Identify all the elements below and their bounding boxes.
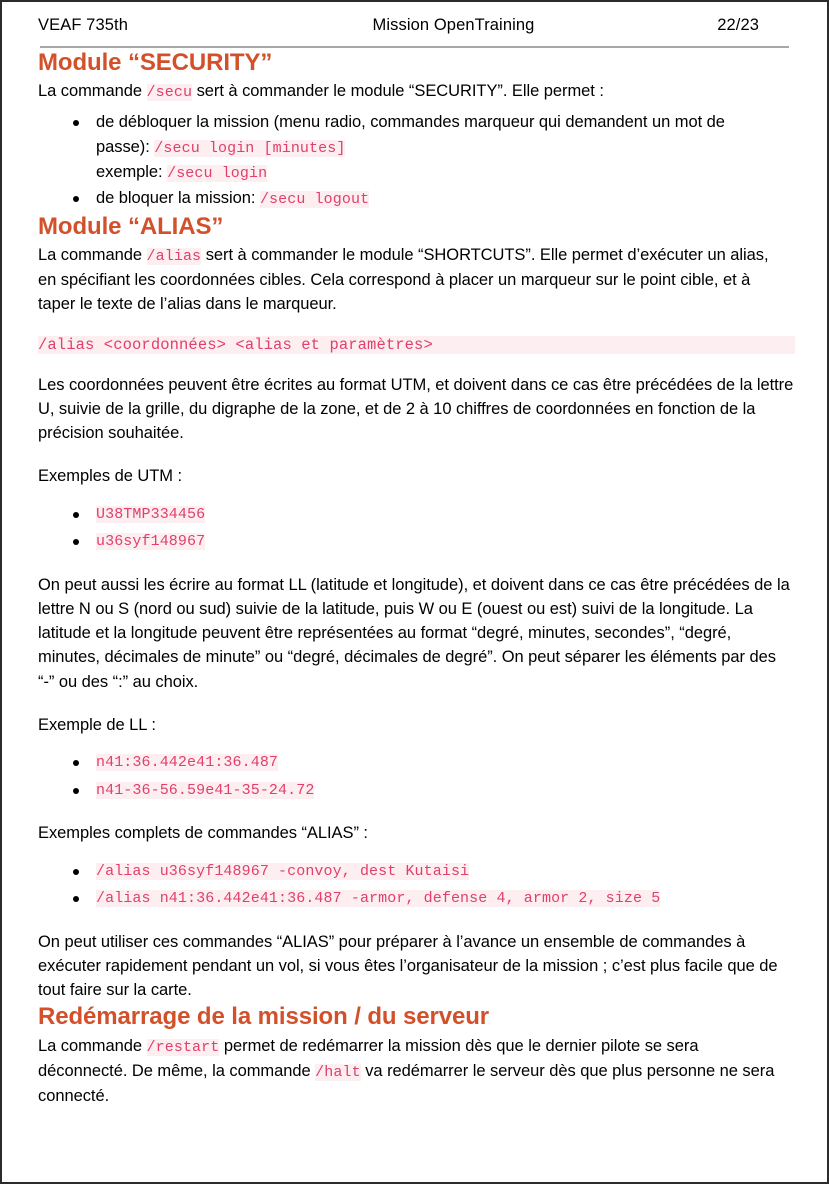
restart-text-part1: La commande: [38, 1036, 147, 1055]
document-header: [38, 12, 795, 35]
alias-full-example-1: /alias u36syf148967 -convoy, dest Kutaisi: [96, 862, 470, 880]
security-intro-paragraph: [38, 79, 795, 104]
alias-utm-example-list: [38, 501, 795, 554]
list-item: [68, 110, 795, 184]
restart-paragraph: [38, 1034, 786, 1108]
heading-restart: Redémarrage de la mission / du serveur: [38, 1003, 490, 1031]
security-b1-line1: de débloquer la mission (menu radio, commandes marqueur qui demandent un mot de: [96, 113, 725, 132]
list-item: [68, 777, 795, 803]
alias-syntax-codeblock: /alias <coordonnées> <alias et paramètres>: [38, 336, 795, 354]
list-item: [68, 186, 795, 211]
ll-example-1: n41:36.442e41:36.487: [96, 754, 279, 772]
list-item: [68, 885, 795, 911]
list-item: [68, 858, 795, 884]
heading-module-alias: Module “ALIAS”: [38, 212, 224, 240]
list-item: [68, 501, 795, 527]
security-bullet-list: [38, 110, 795, 210]
alias-ll-paragraph: On peut aussi les écrire au format LL (latitude et longitude), et doivent dans ce cas être précédées de la lettre N ou S (nord ou sud) suivie de la latitude, puis W ou E (ouest ou est) suivi de la longitude. La latitude et la longitude peuvent être représentées au format “degré, minutes, secondes”, “degré, minutes, décimales de minute” ou “degré, décimales de degré”. On peut séparer les éléments par des “-” ou des “:” au choix.: [38, 575, 790, 691]
security-intro-code: /secu: [146, 84, 193, 102]
list-item: [68, 749, 795, 775]
restart-code-halt: /halt: [315, 1063, 361, 1081]
utm-example-1: U38TMP334456: [96, 505, 206, 523]
header-left-text: VEAF 735th: [38, 16, 128, 34]
security-intro-text-before: La commande: [38, 82, 147, 101]
alias-intro-text-after: sert à commander le module “SHORTCUTS”. Elle permet d’exécuter un alias, en spécifiant les coordonnées cibles. Cela correspond à placer un marqueur sur le point cible, et à taper le texte de l’alias dans le marqueur.: [38, 245, 769, 314]
utm-example-2: u36syf148967: [96, 533, 206, 551]
heading-module-security: Module “SECURITY”: [38, 49, 273, 76]
security-b2-text: de bloquer la mission:: [96, 188, 260, 207]
security-b2-code-logout: /secu logout: [259, 190, 370, 208]
alias-full-examples-label: Exemples complets de commandes “ALIAS” :: [38, 824, 368, 843]
security-intro-text-after: sert à commander le module “SECURITY”. Elle permet :: [192, 82, 604, 101]
security-b1-code-login-minutes: /secu login [minutes]: [154, 139, 346, 157]
alias-intro-text-before: La commande: [38, 245, 147, 264]
alias-intro-paragraph: [38, 243, 786, 317]
restart-text-part3: va redémarrer le serveur dès que plus personne ne sera connecté.: [38, 1061, 775, 1105]
restart-code-restart: /restart: [146, 1038, 220, 1056]
alias-utm-paragraph: Les coordonnées peuvent être écrites au format UTM, et doivent dans ce cas être précédées de la lettre U, suivie de la grille, du digraphe de la zone, et de 2 à 10 chiffres de coordonnées en fonction de la précision souhaitée.: [38, 375, 794, 443]
ll-example-2: n41-36-56.59e41-35-24.72: [96, 781, 315, 799]
header-title: Mission OpenTraining: [372, 16, 535, 34]
security-b1-line2: passe):: [96, 137, 155, 156]
security-b1-line3: exemple:: [96, 162, 168, 181]
alias-ll-example-list: [38, 749, 795, 802]
restart-text-part2: permet de redémarrer la mission dès que le dernier pilote se sera déconnecté. De même, la commande: [38, 1036, 699, 1080]
alias-full-example-list: [38, 858, 795, 911]
list-item: [68, 528, 795, 554]
alias-intro-code: /alias: [146, 247, 202, 265]
header-page-number: 22/23: [717, 16, 759, 34]
security-b1-code-login: /secu login: [167, 164, 268, 182]
alias-closing-paragraph: On peut utiliser ces commandes “ALIAS” pour préparer à l’avance un ensemble de commandes à exécuter rapidement pendant un vol, si vous êtes l’organisateur de la mission ; c’est plus facile que de tout faire sur la carte.: [38, 932, 778, 1000]
alias-ll-examples-label: Exemple de LL :: [38, 715, 156, 734]
alias-utm-examples-label: Exemples de UTM :: [38, 467, 183, 486]
alias-full-example-2: /alias n41:36.442e41:36.487 -armor, defense 4, armor 2, size 5: [96, 890, 661, 908]
